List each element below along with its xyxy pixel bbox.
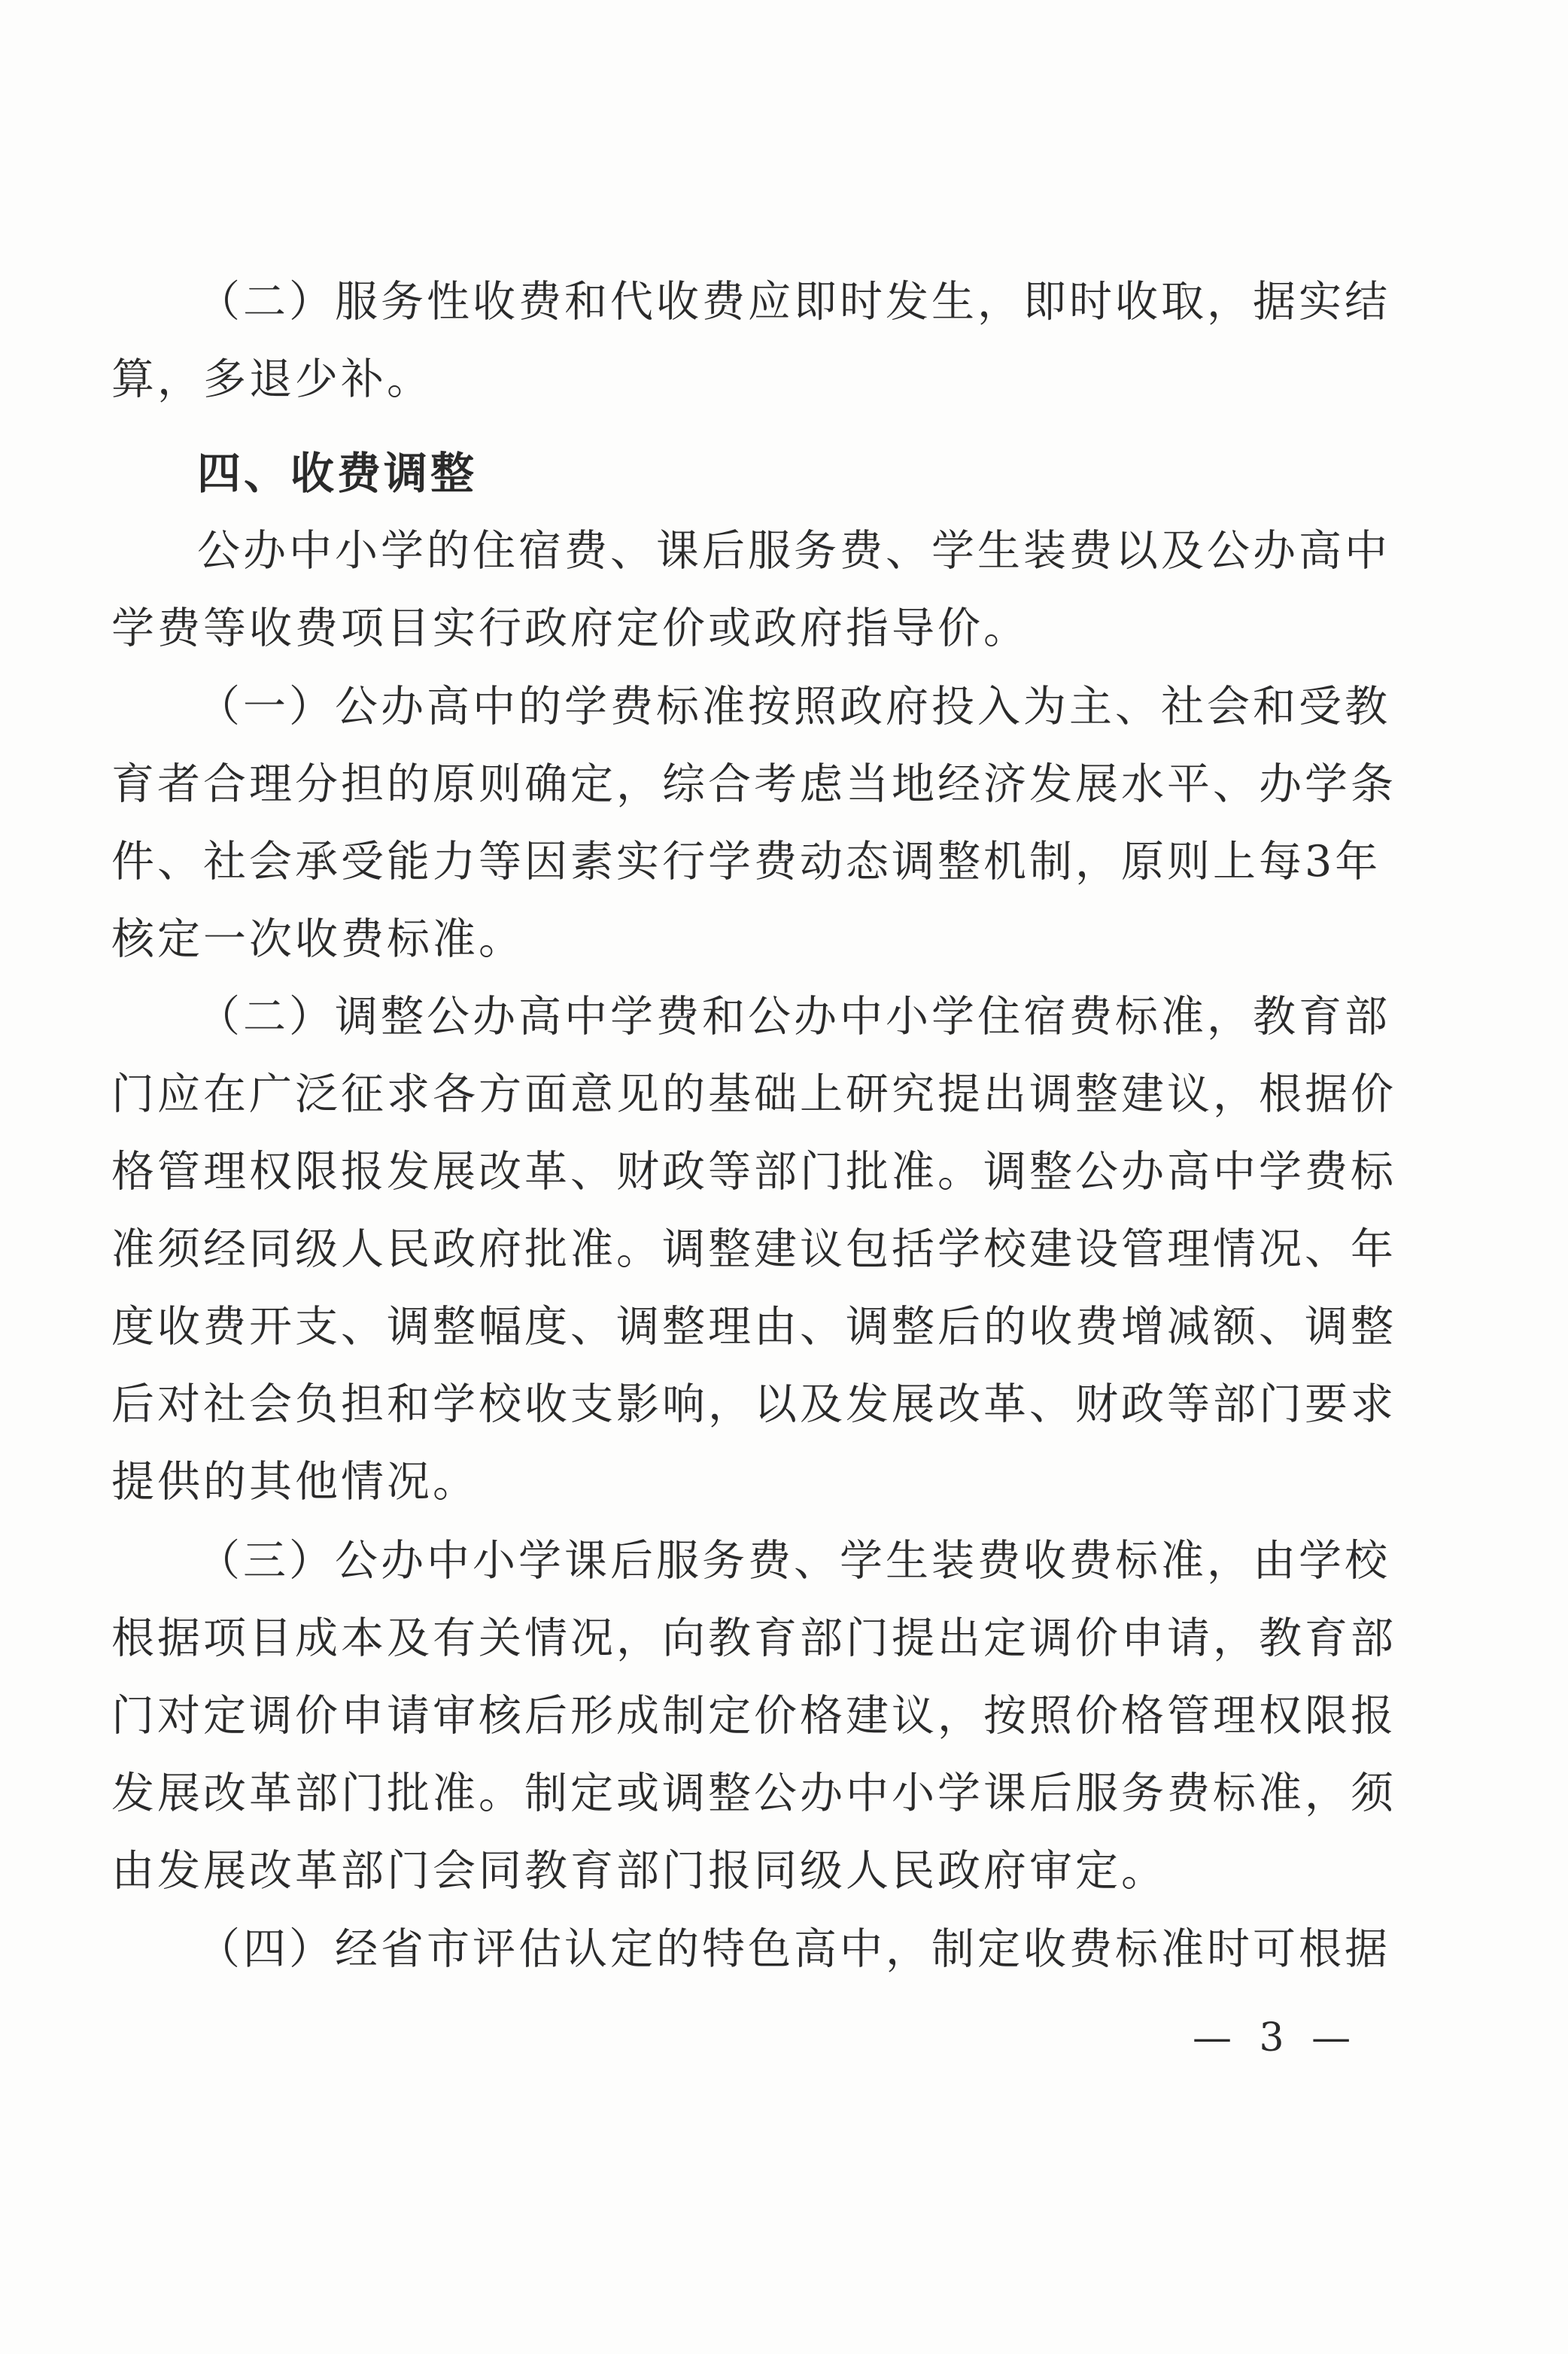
text-line: 门对定调价申请审核后形成制定价格建议，按照价格管理权限报 [111, 1691, 1396, 1741]
text-line: （二）调整公办高中学费和公办中小学住宿费标准，教育部 [197, 992, 1390, 1042]
text-line: 准须经同级人民政府批准。调整建议包括学校建设管理情况、年 [111, 1224, 1396, 1274]
text-line: 发展改革部门批准。制定或调整公办中小学课后服务费标准，须 [111, 1769, 1396, 1818]
text-line: 提供的其他情况。 [111, 1457, 479, 1507]
text-line: 公办中小学的住宿费、课后服务费、学生装费以及公办高中 [197, 526, 1390, 576]
text-line: 根据项目成本及有关情况，向教育部门提出定调价申请，教育部 [111, 1613, 1396, 1663]
text-line: 核定一次收费标准。 [111, 914, 524, 964]
text-line: 格管理权限报发展改革、财政等部门批准。调整公办高中学费标 [111, 1147, 1396, 1197]
text-line: 由发展改革部门会同教育部门报同级人民政府审定。 [111, 1846, 1167, 1896]
paragraph-after-school-fees [111, 1522, 1396, 1910]
text-line: 学费等收费项目实行政府定价或政府指导价。 [111, 604, 1029, 653]
paragraph-pricing-items [111, 512, 1390, 668]
paragraph-high-school-tuition [111, 668, 1396, 978]
text-line: （四）经省市评估认定的特色高中，制定收费标准时可根据 [197, 1924, 1390, 1974]
section-heading: 四、收费调整 [197, 448, 478, 499]
text-line: 后对社会负担和学校收支影响，以及发展改革、财政等部门要求 [111, 1379, 1396, 1429]
text-line: （一）公办高中的学费标准按照政府投入为主、社会和受教 [197, 682, 1390, 731]
text-line: 育者合理分担的原则确定，综合考虑当地经济发展水平、办学条 [111, 759, 1396, 809]
text-line: 度收费开支、调整幅度、调整理由、调整后的收费增减额、调整 [111, 1302, 1396, 1352]
text-line: （二）服务性收费和代收费应即时发生，即时收取，据实结 [197, 277, 1390, 327]
paragraph-service-fees [111, 263, 1390, 418]
text-line: 门应在广泛征求各方面意见的基础上研究提出调整建议，根据价 [111, 1069, 1396, 1119]
paragraph-special-high-schools [111, 1911, 1390, 1988]
paragraph-adjustment-procedure [111, 978, 1396, 1521]
page-number: — 3 — [1193, 2015, 1359, 2061]
text-line: （三）公办中小学课后服务费、学生装费收费标准，由学校 [197, 1536, 1390, 1586]
text-line: 件、社会承受能力等因素实行学费动态调整机制，原则上每3年 [111, 837, 1381, 887]
text-line: 算，多退少补。 [111, 354, 433, 404]
